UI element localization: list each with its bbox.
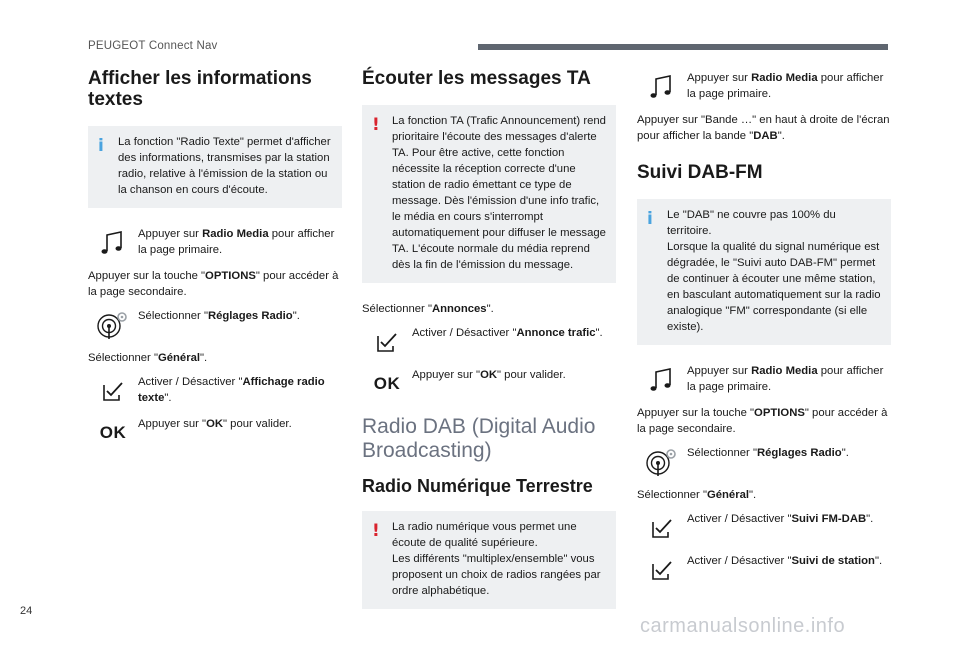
radio-settings-icon: [88, 308, 138, 342]
step-text: Appuyer sur Radio Media pour afficher la page primaire.: [687, 72, 884, 100]
section-title-ta: Écouter les messages TA: [362, 68, 591, 89]
section-title-radio-text: Afficher les informations textes: [88, 68, 312, 110]
page-number: 24: [20, 605, 33, 617]
step-text: Appuyer sur Radio Media pour afficher la page primaire.: [138, 228, 335, 256]
step-toggle-traffic: [362, 325, 616, 359]
column-2: [362, 68, 616, 627]
step-toggle-radio-text: [88, 374, 342, 408]
info-icon: i: [647, 209, 653, 229]
note-text: Le "DAB" ne couvre pas 100% du territoire.: [667, 209, 836, 237]
step-ok: [88, 416, 342, 450]
checkbox-check-icon: [637, 511, 687, 545]
warning-icon: !: [372, 521, 380, 541]
step-toggle-fm-dab: [637, 511, 891, 545]
step-text: Appuyer sur "OK" pour valider.: [138, 418, 292, 430]
section-title-dab-fm: Suivi DAB-FM: [637, 162, 763, 183]
paragraph-general: Sélectionner "Général".: [88, 352, 208, 364]
page-header-brand: PEUGEOT Connect Nav: [88, 40, 218, 52]
warning-note-ta: [362, 105, 616, 283]
step-radio-settings: [637, 445, 891, 479]
column-1: [88, 68, 342, 458]
step-text: Sélectionner "Réglages Radio".: [138, 310, 300, 322]
warning-icon: !: [372, 115, 380, 135]
note-text: Les différents "multiplex/ensemble" vous proposent un choix de radios rangées par ordre alphabétique.: [392, 553, 601, 597]
section-title-dtt: Radio Numérique Terrestre: [362, 476, 593, 496]
info-note-dab-fm: [637, 199, 891, 345]
ok-icon: OK: [99, 423, 127, 442]
music-note-icon: [637, 70, 687, 104]
header-bar: [478, 44, 888, 50]
paragraph-band: Appuyer sur "Bande …" en haut à droite de l'écran pour afficher la bande "DAB".: [637, 114, 890, 142]
step-toggle-station-follow: [637, 553, 891, 587]
checkbox-check-icon: [88, 374, 138, 408]
step-text: Activer / Désactiver "Suivi de station".: [687, 555, 883, 567]
checkbox-check-icon: [362, 325, 412, 359]
step-text: Activer / Désactiver "Suivi FM-DAB".: [687, 513, 874, 525]
step-radio-settings: [88, 308, 342, 342]
step-text: Appuyer sur Radio Media pour afficher la page primaire.: [687, 365, 884, 393]
paragraph-options: Appuyer sur la touche "OPTIONS" pour accéder à la page secondaire.: [637, 407, 888, 435]
checkbox-check-icon: [637, 553, 687, 587]
note-text: Lorsque la qualité du signal numérique est dégradée, le "Suivi auto DAB-FM" permet de continuer à écouter une même station, en basculant automatiquement sur la radio analogique "FM" correspondante (si elle existe).: [667, 241, 881, 333]
info-icon: i: [98, 136, 104, 156]
paragraph-options: Appuyer sur la touche "OPTIONS" pour accéder à la page secondaire.: [88, 270, 339, 298]
paragraph-general: Sélectionner "Général".: [637, 489, 757, 501]
step-text: Activer / Désactiver "Affichage radio texte".: [138, 376, 325, 404]
step-radio-media: [637, 70, 891, 104]
note-text: La fonction "Radio Texte" permet d'afficher des informations, transmises par la station radio, relative à l'émission de la station ou la chanson en cours d'écoute.: [118, 136, 331, 196]
chapter-title-dab: Radio DAB (Digital Audio Broadcasting): [362, 415, 596, 462]
step-text: Appuyer sur "OK" pour valider.: [412, 369, 566, 381]
paragraph-announcements: Sélectionner "Annonces".: [362, 303, 494, 315]
step-radio-media: [88, 226, 342, 260]
watermark: carmanualsonline.info: [640, 615, 846, 637]
info-note-radio-text: [88, 126, 342, 208]
step-text: Activer / Désactiver "Annonce trafic".: [412, 327, 603, 339]
step-radio-media: [637, 363, 891, 397]
music-note-icon: [637, 363, 687, 397]
radio-settings-icon: [637, 445, 687, 479]
ok-icon: OK: [373, 374, 401, 393]
step-text: Sélectionner "Réglages Radio".: [687, 447, 849, 459]
warning-note-dab: [362, 511, 616, 609]
step-ok: [362, 367, 616, 401]
column-3: [637, 68, 891, 595]
note-text: La fonction TA (Trafic Announcement) rend prioritaire l'écoute des messages d'alerte TA. Pour être active, cette fonction nécessite la réception correcte d'une station de radio émettant ce type de message. Dès l'émission d'une info trafic, le média en cours s'interrompt automatiquement pour diffuser le message TA. L'écoute normale du média reprend dès la fin de l'émission du message.: [392, 115, 606, 271]
music-note-icon: [88, 226, 138, 260]
note-text: La radio numérique vous permet une écoute de qualité supérieure.: [392, 521, 577, 549]
